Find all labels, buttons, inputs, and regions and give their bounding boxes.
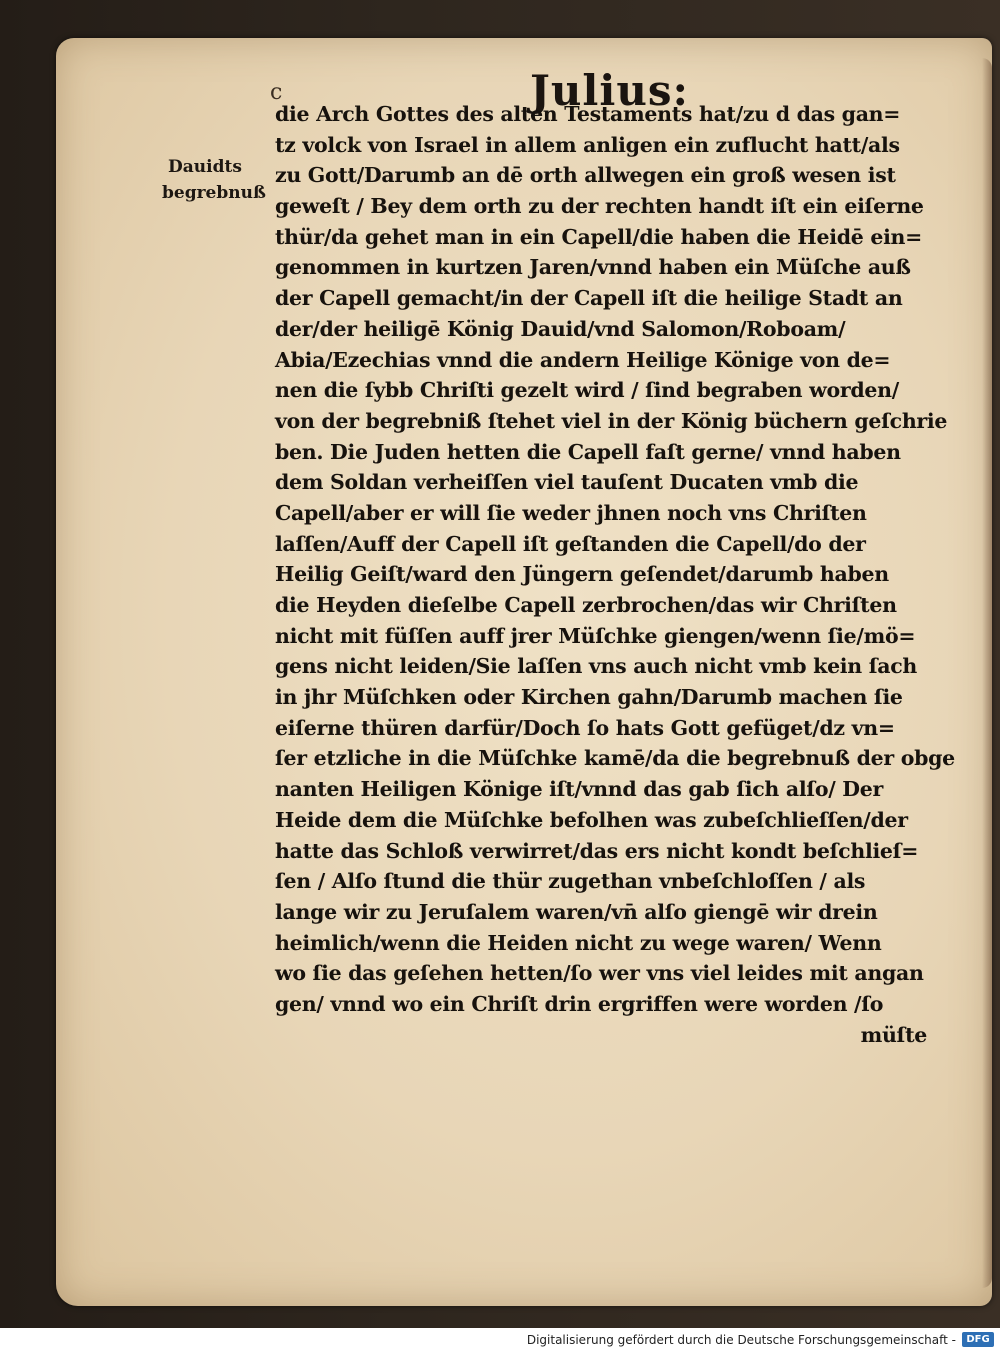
text-line: ben. Die Juden hetten die Capell faſt gerne/ vnnd haben (275, 439, 901, 464)
text-line: geweſt / Bey dem orth zu der rechten handt iſt ein eiſerne (275, 194, 924, 219)
marginal-note (162, 154, 274, 206)
text-line: nanten Heiligen Könige iſt/vnnd das gab ſich alſo/ Der (275, 777, 883, 802)
text-line: von der begrebniß ſtehet viel in der König büchern geſchrie (275, 408, 948, 433)
text-line: die Arch Gottes des alten Testaments hat/zu d das gan= (275, 102, 901, 126)
text-line: Heide dem die Müſchke befolhen was zubeſchlieſſen/der (275, 807, 908, 832)
text-line: ſen / Alſo ſtund die thür zugethan vnbeſchloſſen / als (275, 869, 866, 894)
text-line: Capell/aber er will ſie weder jhnen noch vns Chriſten (275, 500, 867, 525)
text-line: gens nicht leiden/Sie laſſen vns auch nicht vmb kein ſach (275, 654, 918, 679)
marginal-note-line: Dauidts (168, 157, 242, 177)
text-line: gen/ vnnd wo ein Chriſt drin ergriffen were worden /ſo (275, 991, 884, 1016)
footer-bar (0, 1328, 1000, 1351)
text-line: wo ſie das geſehen hetten/ſo wer vns viel leides mit angan (275, 961, 924, 986)
body-text (275, 99, 955, 1050)
text-line: der Capell gemacht/in der Capell iſt die heilige Stadt an (275, 286, 903, 311)
text-line: genommen in kurtzen Jaren/vnnd haben ein Müſche auß (275, 255, 911, 280)
text-line: die Heyden dieſelbe Capell zerbrochen/das wir Chriſten (275, 593, 897, 617)
text-line: Heilig Geiſt/ward den Jüngern geſendet/darumb haben (275, 562, 889, 587)
page-mark: c (270, 80, 283, 105)
text-line: nicht mit füſſen auff jrer Müſchke giengen/wenn ſie/mö= (275, 623, 916, 648)
text-line: hatte das Schloß verwirret/das ers nicht kondt beſchlieſ= (275, 838, 919, 863)
catchword: müſte (860, 1022, 927, 1047)
text-line: nen die ſybb Chriſti gezelt wird / ſind begraben worden/ (275, 378, 899, 403)
text-line: ſer etzliche in die Müſchke kamē/da die begrebnuß der obge (275, 746, 955, 771)
funding-credit: Digitalisierung gefördert durch die Deutsche Forschungsgemeinschaft - (526, 1333, 956, 1347)
text-line: lange wir zu Jeruſalem waren/vn̄ alſo giengē wir drein (275, 899, 878, 924)
text-line: tz volck von Israel in allem anligen ein zuflucht hatt/als (275, 132, 900, 157)
text-line: thür/da gehet man in ein Capell/die haben die Heidē ein= (275, 224, 923, 249)
text-line: heimlich/wenn die Heiden nicht zu wege waren/ Wenn (275, 930, 882, 955)
text-line: eiſerne thüren darfür/Doch ſo hats Gott gefüget/dz vn= (275, 715, 895, 740)
running-head: Julius: (530, 66, 690, 115)
marginal-note-line: begrebnuß (162, 183, 266, 203)
page-edge-shadow (982, 58, 992, 1288)
text-line: Abia/Ezechias vnnd die andern Heilige Könige von de= (275, 347, 891, 372)
text-line: zu Gott/Darumb an dē orth allwegen ein groß wesen ist (275, 163, 896, 188)
text-line: laſſen/Auff der Capell iſt geſtanden die Capell/do der (275, 531, 866, 556)
text-line: in jhr Müſchken oder Kirchen gahn/Darumb machen ſie (275, 685, 903, 710)
text-line: der/der heiligē König Dauid/vnd Salomon/Roboam/ (275, 316, 846, 341)
dfg-logo-icon: DFG (962, 1332, 994, 1347)
text-line: dem Soldan verheiſſen viel tauſent Ducaten vmb die (275, 470, 859, 495)
